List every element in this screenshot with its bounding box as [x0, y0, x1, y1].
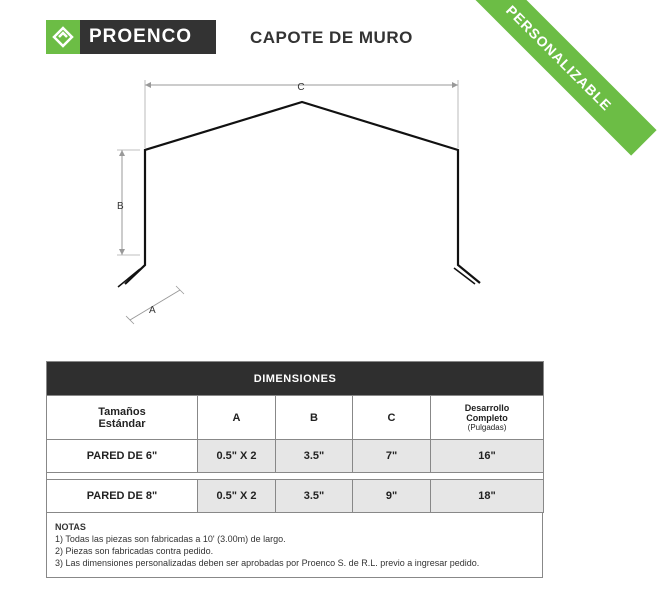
dimensions-table [46, 361, 543, 578]
profile-diagram [0, 70, 600, 340]
row-dev: 18" [431, 480, 544, 513]
brand-logo [46, 20, 216, 54]
row-a: 0.5" X 2 [198, 440, 276, 473]
row-size: PARED DE 6" [47, 440, 198, 473]
dim-b-arrow-top [119, 150, 125, 156]
page-title: CAPOTE DE MURO [250, 28, 413, 47]
note-item: 2) Piezas son fabricadas contra pedido. [55, 546, 214, 556]
col-header-a: A [198, 396, 276, 440]
dim-c-arrow-left [145, 82, 151, 88]
col-header-c: C [353, 396, 431, 440]
dim-a-tick-2 [176, 286, 184, 294]
col-header-dev-line2: Completo [466, 413, 508, 423]
row-dev: 16" [431, 440, 544, 473]
dim-b-arrow-bottom [119, 249, 125, 255]
row-b: 3.5" [276, 440, 353, 473]
table-title: DIMENSIONES [47, 362, 544, 396]
dim-c-label: C [297, 82, 305, 93]
row-c: 9" [353, 480, 431, 513]
col-header-dev-unit: (Pulgadas) [467, 423, 507, 432]
note-item: 1) Todas las piezas son fabricadas a 10' (3.00m) de largo. [55, 534, 286, 544]
notes-title: NOTAS [55, 522, 86, 532]
customizable-badge: PERSONALIZABLE [461, 0, 656, 156]
row-size: PARED DE 8" [47, 480, 198, 513]
col-header-b: B [276, 396, 353, 440]
row-a: 0.5" X 2 [198, 480, 276, 513]
dim-a-label: A [149, 305, 156, 316]
col-header-size-line2: Estándar [98, 417, 146, 430]
col-header-dev-line1: Desarrollo [464, 403, 510, 413]
profile-hem-left [118, 269, 140, 287]
notes-box [46, 513, 543, 578]
row-c: 7" [353, 440, 431, 473]
row-b: 3.5" [276, 480, 353, 513]
proenco-mark-icon [46, 20, 80, 54]
brand-name: PROENCO [80, 20, 216, 54]
dim-b-label: B [117, 201, 124, 212]
note-item: 3) Las dimensiones personalizadas deben ser aprobadas por Proenco S. de R.L. previo a ingresar pedido. [55, 558, 480, 568]
dim-c-arrow-right [452, 82, 458, 88]
col-header-development [431, 396, 544, 440]
profile-outline [125, 102, 480, 284]
col-header-size-line1: Tamaños [98, 405, 146, 418]
dim-a-tick-1 [126, 316, 134, 324]
table-row [47, 440, 544, 473]
table-row [47, 480, 544, 513]
col-header-size [47, 396, 198, 440]
